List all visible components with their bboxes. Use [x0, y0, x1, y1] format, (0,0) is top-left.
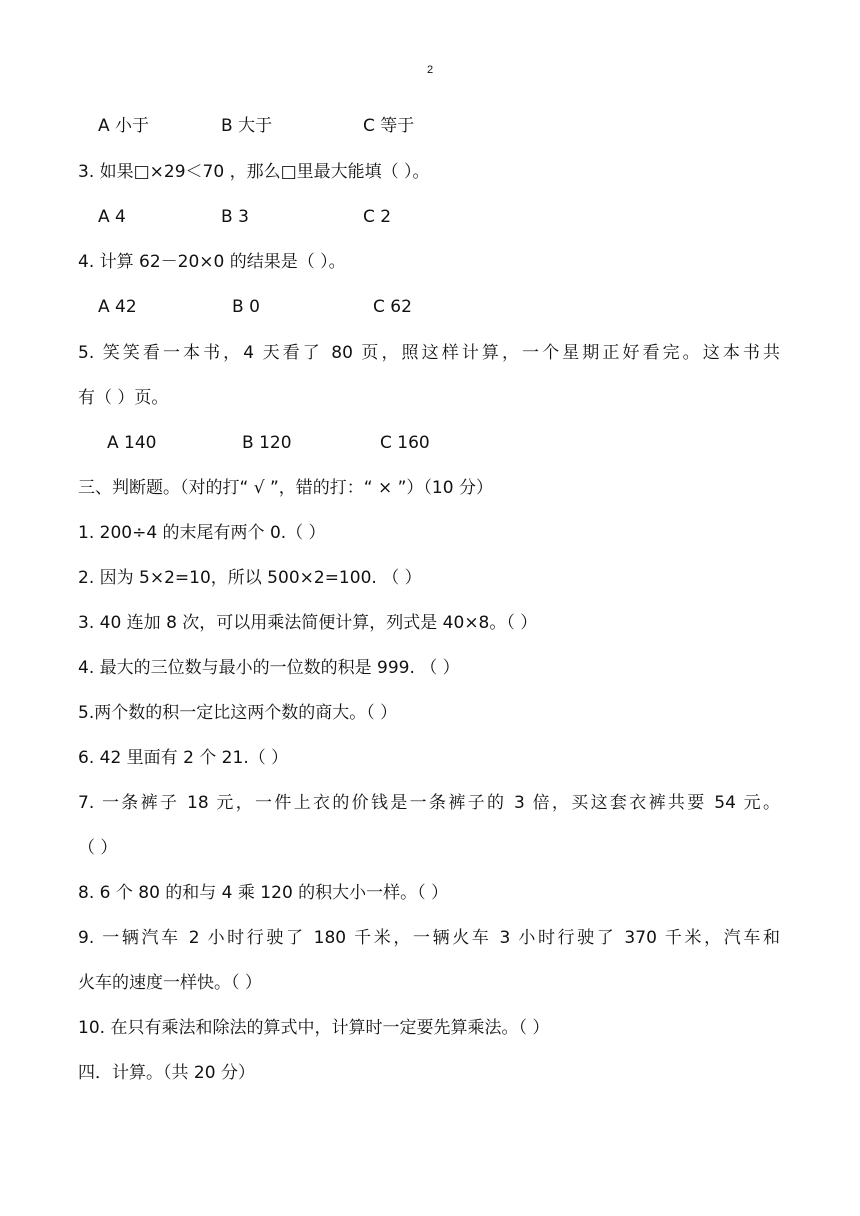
- q2-option-b: B 大于: [221, 116, 273, 136]
- q5-option-b: B 120: [242, 433, 292, 453]
- q4-option-c: C 62: [373, 297, 412, 317]
- judge-item-5: 5.两个数的积一定比这两个数的商大。（ ）: [78, 703, 398, 723]
- q3-option-c: C 2: [363, 207, 392, 227]
- q2-option-a: A 小于: [98, 116, 150, 136]
- section-3-heading: 三、判断题。（对的打“ √ ”，错的打：“ × ”）（10 分）: [78, 478, 493, 498]
- judge-item-7-line-1: 7. 一条裤子 18 元，一件上衣的价钱是一条裤子的 3 倍，买这套衣裤共要 54 元。: [78, 793, 780, 813]
- judge-item-3: 3. 40 连加 8 次，可以用乘法简便计算，列式是 40×8。（ ）: [78, 613, 538, 633]
- q2-option-c: C 等于: [363, 116, 415, 136]
- judge-item-9-line-1: 9. 一辆汽车 2 小时行驶了 180 千米，一辆火车 3 小时行驶了 370 千米，汽车和: [78, 928, 780, 948]
- q3-option-b: B 3: [221, 207, 249, 227]
- judge-item-2: 2. 因为 5×2=10，所以 500×2=100. （ ）: [78, 568, 422, 588]
- q3-option-a: A 4: [98, 207, 126, 227]
- q4-option-a: A 42: [98, 297, 137, 317]
- question-5-line-1: 5. 笑笑看一本书，4 天看了 80 页，照这样计算，一个星期正好看完。这本书共: [78, 343, 780, 363]
- question-4: 4. 计算 62－20×0 的结果是（ ）。: [78, 252, 346, 272]
- judge-item-1: 1. 200÷4 的末尾有两个 0.（ ）: [78, 523, 326, 543]
- q5-option-a: A 140: [107, 433, 157, 453]
- judge-item-8: 8. 6 个 80 的和与 4 乘 120 的积大小一样。（ ）: [78, 883, 449, 903]
- judge-item-6: 6. 42 里面有 2 个 21.（ ）: [78, 748, 289, 768]
- question-3: 3. 如果□×29＜70 ，那么□里最大能填（ ）。: [78, 162, 430, 182]
- judge-item-9-line-2: 火车的速度一样快。（ ）: [78, 973, 262, 993]
- judge-item-10: 10. 在只有乘法和除法的算式中，计算时一定要先算乘法。（ ）: [78, 1018, 550, 1038]
- q5-option-c: C 160: [380, 433, 430, 453]
- question-5-line-2: 有（ ）页。: [78, 388, 169, 408]
- judge-item-7-line-2: （ ）: [78, 838, 118, 858]
- judge-item-4: 4. 最大的三位数与最小的一位数的积是 999. （ ）: [78, 658, 460, 678]
- q4-option-b: B 0: [232, 297, 260, 317]
- section-4-heading: 四．计算。（共 20 分）: [78, 1063, 255, 1083]
- page-number: 2: [426, 64, 434, 76]
